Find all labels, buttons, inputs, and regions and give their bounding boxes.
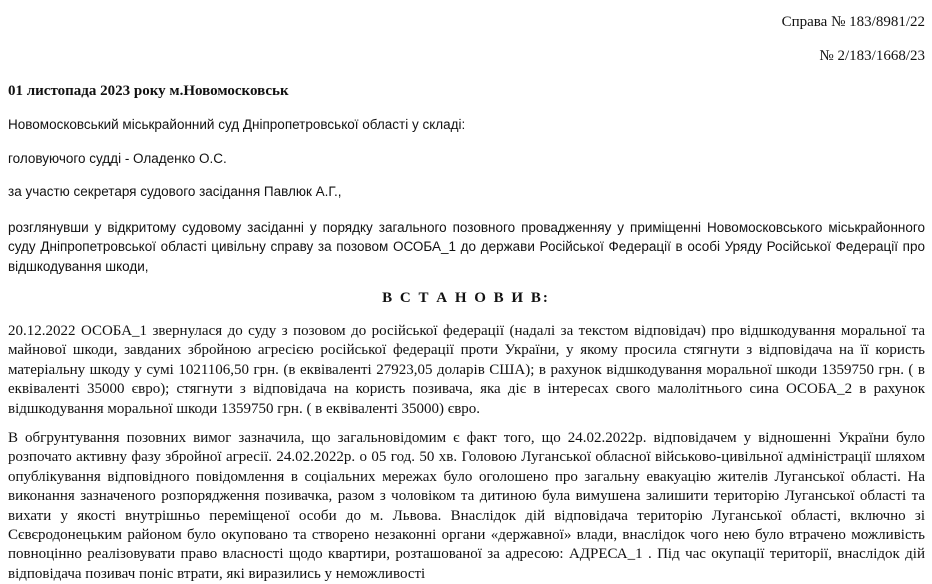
- intro-paragraph: розглянувши у відкритому судовому засіданні у порядку загального позовного провадженняу у приміщенні Новомосковського міськрайонного суду Дніпропетровської області цивільну справу за позовом ОСОБА_1 до держави Російської Федерації в особі Уряду Російської Федерації про відшкодування шкоди,: [8, 220, 925, 274]
- section-heading: В С Т А Н О В И В:: [382, 290, 550, 306]
- case-number: Справа № 183/8981/22: [781, 14, 925, 30]
- presiding-judge: головуючого судді - Оладенко О.С.: [8, 151, 227, 166]
- court-composition: Новомосковський міськрайонний суд Дніпропетровської області у складі:: [8, 117, 466, 132]
- paragraph-grounds: В обгрунтування позовних вимог зазначила, що загальновідомим є факт того, що 24.02.2022р. відповідачем у відношенні України було розпочато активну фазу збройної агресії. 24.02.2022р. о 05 год. 50 хв. Головою Луганської обласної військово-цивільної адміністрації шляхом опублікування відповідного повідомлення в соціальних мережах було оголошено про загальну евакуацію жителів Луганської області. На виконання зазначеного розпорядження позивачка, разом з чоловіком та дитиною була вимушена залишити територію Луганської області та вихати у якості внутрішньо переміщеної особи до м. Львова. Внаслідок дій відповідача територію Луганської області, включно зі Сєвєродонецьким районом було окуповано та створено незаконні органи «державної» влади, внаслідок чого нею було втрачено можливість повноцінно реалізовувати право власності щодо квартири, розташованої за адресою: АДРЕСА_1 . Під час окупації території, внаслідок дій відповідача позивач поніс втрати, які виразились у неможливості: [8, 430, 925, 582]
- proceeding-number: № 2/183/1668/23: [819, 48, 925, 64]
- paragraph-claim: 20.12.2022 ОСОБА_1 звернулася до суду з позовом до російської федерації (надалі за текстом відповідач) про відшкодування моральної та майнової шкоди, завданих збройною агресією російської федерації проти України, у якому просила стягнути з відповідача на її користь матеріальну шкоду у сумі 1021106,50 грн. (в еквіваленті 27923,05 доларів США); в рахунок відшкодування моральної шкоди 1359750 грн. ( в еквіваленті 35000 євро); стягнути з відповідача на користь позивача, яка діє в інтересах свого малолітнього сина ОСОБА_2 в рахунок відшкодування моральної шкоди 1359750 грн. ( в еквіваленті 35000) євро.: [8, 323, 925, 417]
- secretary: за участю секретаря судового засідання Павлюк А.Г.,: [8, 184, 342, 199]
- date-line: 01 листопада 2023 року м.Новомосковськ: [8, 83, 289, 99]
